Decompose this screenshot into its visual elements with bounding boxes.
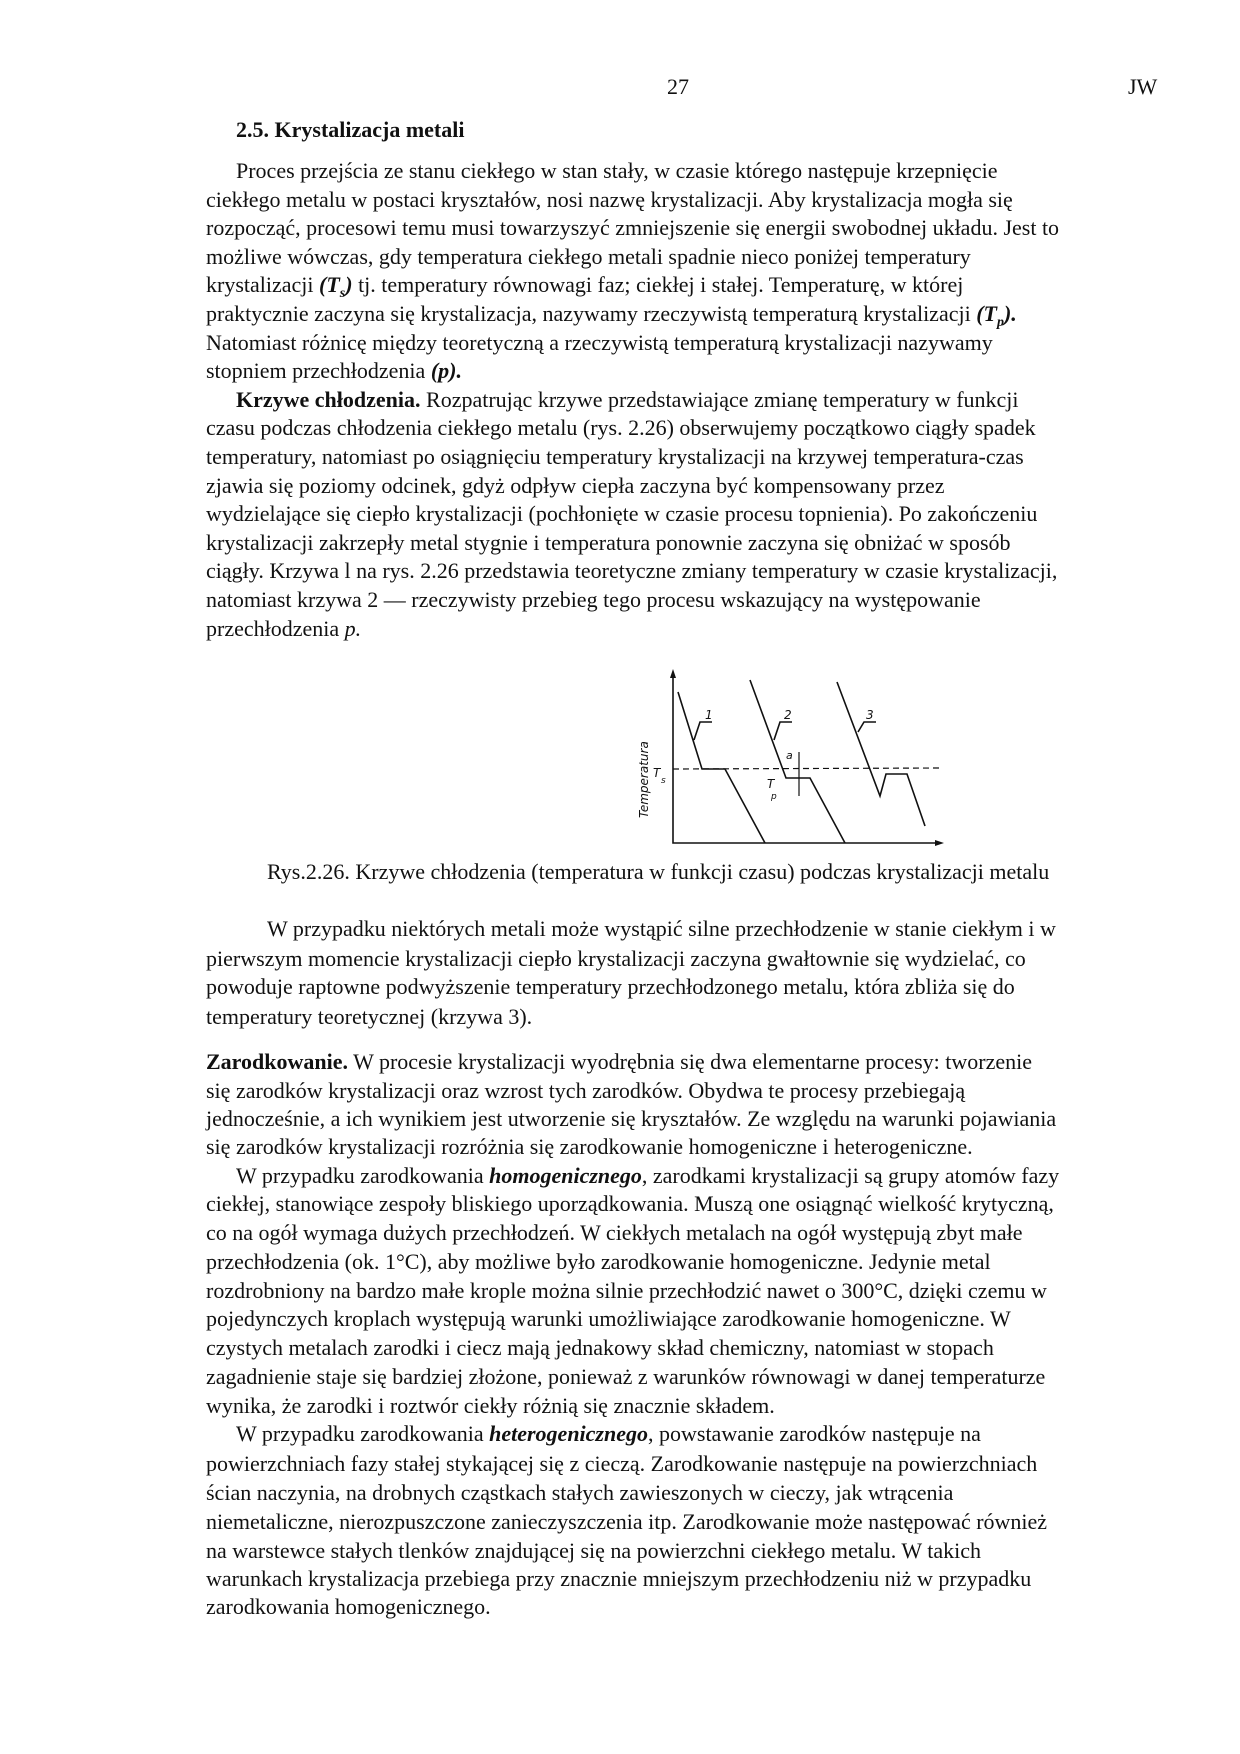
text-line: [206, 1450, 1037, 1478]
subheading-krzywe-chlodzenia: [236, 386, 1019, 414]
text-line: [206, 329, 993, 357]
text-line: [206, 1277, 1047, 1305]
text-run: ciekłej, stanowiące zespoły bliskiego uporządkowania. Muszą one osiągnąć wielkość krytyczną,: [206, 1191, 1054, 1216]
text-run: tj. temperatury równowagi faz; ciekłej i stałej. Temperaturę, w której: [352, 272, 964, 298]
leader-3: [858, 722, 876, 732]
text-run: heterogenicznego: [489, 1421, 648, 1446]
text-line: [236, 157, 998, 185]
axis-label-temperatura: Temperatura: [637, 741, 651, 818]
text-run: praktycznie zaczyna się krystalizacja, nazywamy rzeczywistą temperaturą krystalizacji: [206, 301, 977, 326]
text-line: [206, 529, 1011, 557]
text-run: pojedynczych kroplach występują warunki umożliwiające zarodkowanie homogeniczne. W: [206, 1306, 1011, 1331]
curve-3-label: 3: [866, 708, 874, 722]
text-line: [206, 1003, 532, 1031]
text-run: przechłodzenia: [206, 615, 345, 641]
page-number: 27: [667, 74, 689, 99]
text-run: na warstewce stałych tlenków znajdującej się na powierzchni ciekłego metalu. W takich: [206, 1538, 981, 1563]
text-line: [206, 1248, 991, 1276]
curve-1: [678, 692, 765, 843]
section-title: 2.5. Krystalizacja metali: [236, 117, 465, 142]
text-line: [206, 1133, 973, 1161]
text-run: czasu podczas chłodzenia ciekłego metalu (rys. 2.26) obserwujemy początkowo ciągły spadek: [206, 415, 1036, 441]
text-line: [206, 271, 964, 302]
subheading-zarodkowanie: [206, 1048, 1032, 1076]
text-run: wydzielające się ciepło krystalizacji (pochłonięte w czasie procesu topnienia). Po zakończeniu: [206, 501, 1038, 527]
header-initials: JW: [1128, 74, 1158, 99]
text-run: ciągły. Krzywa l na rys. 2.26 przedstawia teoretyczne zmiany temperatury w czasie krystalizacji,: [206, 558, 1058, 584]
text-run: p.: [344, 615, 362, 641]
text-line: [206, 300, 1017, 328]
text-line: [206, 1105, 1056, 1133]
tp-sub-label: p: [771, 792, 777, 802]
figure-axes: [673, 675, 938, 843]
undercooling-label: a: [786, 749, 793, 762]
text-line: [206, 1479, 953, 1507]
text-line: [206, 357, 462, 385]
leader-2: [774, 722, 792, 740]
text-run: W przypadku niektórych metali może wystąpić silne przechłodzenie w stanie ciekłym i w: [267, 916, 1056, 941]
text-line: [206, 1334, 994, 1362]
text-run: (p).: [430, 358, 462, 384]
text-run: rozpocząć, procesowi temu musi towarzyszyć zmniejszenie się energii swobodnej układu. Jest to: [206, 215, 1060, 241]
text-line: [206, 443, 1024, 471]
text-run: zjawia się poziomy odcinek, gdyż odpływ ciepła zaczyna być kompensowany przez: [206, 472, 945, 498]
text-run: , zarodkami krystalizacji są grupy atomów fazy: [641, 1163, 1060, 1188]
text-line: [206, 1305, 1011, 1333]
text-line: [206, 1219, 1023, 1247]
text-run: p: [996, 315, 1004, 330]
text-line: [206, 500, 1037, 528]
text-run: stopniem przechłodzenia: [206, 358, 431, 384]
text-run: ).: [1003, 301, 1017, 326]
text-run: homogenicznego: [489, 1163, 642, 1188]
ts-sub-label: s: [661, 776, 666, 786]
text-run: Natomiast różnicę między teoretyczną a rzeczywistą temperaturą krystalizacji nazywamy: [206, 329, 993, 355]
tp-label: T: [767, 777, 775, 791]
text-line: [267, 915, 1056, 943]
curve-2-label: 2: [784, 708, 792, 722]
text-run: ścian naczynia, na drobnych cząstkach stałych zawieszonych w cieczy, jak wtrącenia: [206, 1480, 954, 1505]
text-run: Rys.2.26. Krzywe chłodzenia (temperatura w funkcji czasu) podczas krystalizacji metalu: [267, 859, 1050, 884]
leader-1: [694, 722, 712, 740]
text-line: [206, 472, 945, 500]
text-run: przechłodzenia (ok. 1°C), aby możliwe było zarodkowanie homogeniczne. Jedynie metal: [206, 1249, 991, 1274]
text-run: rozdrobniony na bardzo małe krople można silnie przechłodzić nawet o 300°C, dzięki czemu w: [206, 1278, 1047, 1303]
text-run: pierwszym momencie krystalizacji ciepło krystalizacji zaczyna gwałtownie się wydzielać, co: [206, 946, 1026, 971]
text-run: temperatury, natomiast po osiągnięciu temperatury krystalizacji na krzywej temperatura-czas: [206, 444, 1024, 469]
text-line: [206, 1593, 491, 1621]
text-line: [206, 186, 1013, 214]
ts-label: T: [653, 766, 661, 780]
text-line: [206, 1363, 1045, 1391]
text-run: jednocześnie, a ich wynikiem jest utworzenie się kryształów. Ze względu na warunki pojawiania: [206, 1106, 1057, 1131]
text-run: możliwe wówczas, gdy temperatura ciekłego metali spadnie nieco poniżej temperatury: [206, 243, 971, 269]
text-run: ): [345, 272, 353, 298]
curve-3: [837, 682, 925, 826]
text-line: [236, 1162, 1059, 1190]
text-line: [206, 243, 971, 271]
text-run: Rozpatrując krzywe przedstawiające zmianę temperatury w funkcji: [420, 386, 1019, 412]
cooling-curves-figure: [620, 650, 960, 870]
text-line: [236, 1420, 981, 1448]
x-axis-arrow-icon: [935, 840, 944, 846]
text-line: [206, 1565, 1031, 1593]
text-line: [206, 414, 1036, 442]
text-run: warunkach krystalizacja przebiega przy znacznie mniejszym przechłodzeniu niż w przypadku: [206, 1566, 1032, 1591]
y-axis-arrow-icon: [670, 669, 676, 678]
text-line: [206, 557, 1057, 585]
text-run: krystalizacji: [206, 272, 320, 298]
text-line: [206, 1190, 1054, 1218]
text-run: W przypadku zarodkowania: [236, 1421, 490, 1446]
text-run: niemetaliczne, nierozpuszczone zanieczyszczenia itp. Zarodkowanie może następować również: [206, 1509, 1048, 1534]
text-line: [206, 1508, 1047, 1536]
text-run: powoduje raptowne podwyższenie temperatury przechłodzonego metalu, która zbliża się do: [206, 974, 1015, 999]
text-run: zarodkowania homogenicznego.: [206, 1594, 491, 1619]
text-run: czystych metalach zarodki i ciecz mają jednakowy skład chemiczny, natomiast w stopach: [206, 1335, 994, 1360]
text-line: [206, 586, 981, 614]
text-run: natomiast krzywa 2 — rzeczywisty przebieg tego procesu wskazujący na występowanie: [206, 587, 981, 612]
text-line: [206, 945, 1026, 973]
text-run: , powstawanie zarodków następuje na: [648, 1421, 981, 1446]
text-run: (T: [976, 301, 997, 326]
text-run: s: [339, 286, 346, 302]
text-run: się zarodków krystalizacji rozróżnia się zarodkowanie homogeniczne i heterogeniczne.: [206, 1134, 973, 1159]
text-line: [206, 973, 1015, 1001]
text-run: co na ogół wymaga dużych przechłodzeń. W ciekłych metalach na ogół występują zbyt małe: [206, 1220, 1023, 1245]
text-run: krystalizacji zakrzepły metal stygnie i temperatura ponownie zaczyna się obniżać w sposób: [206, 529, 1011, 555]
text-run: Krzywe chłodzenia.: [236, 386, 421, 412]
curve-2: [750, 680, 845, 843]
text-run: zagadnienie staje się bardziej złożone, ponieważ z warunków równowagi w danej temperaturze: [206, 1364, 1046, 1389]
text-line: [206, 1392, 775, 1420]
text-run: W przypadku zarodkowania: [236, 1163, 490, 1188]
text-line: [206, 1077, 965, 1105]
curve-1-label: 1: [705, 708, 713, 722]
text-run: wynika, że zarodki i roztwór ciekły różnią się znacznie składem.: [206, 1393, 775, 1418]
text-run: Proces przejścia ze stanu ciekłego w stan stały, w czasie którego następuje krzepnięcie: [236, 158, 998, 183]
text-line: [206, 615, 361, 643]
text-run: ciekłego metalu w postaci kryształów, nosi nazwę krystalizacji. Aby krystalizacja mogła się: [206, 186, 1013, 212]
text-run: się zarodków krystalizacji oraz wzrost tych zarodków. Obydwa te procesy przebiegają: [206, 1078, 966, 1103]
text-run: powierzchniach fazy stałej stykającej się z cieczą. Zarodkowanie następuje na powierzchniach: [206, 1451, 1038, 1476]
text-run: W procesie krystalizacji wyodrębnia się dwa elementarne procesy: tworzenie: [348, 1049, 1032, 1074]
text-line: [206, 214, 1059, 242]
text-run: (T: [319, 272, 340, 298]
text-run: temperatury teoretycznej (krzywa 3).: [206, 1004, 533, 1029]
text-run: Zarodkowanie.: [206, 1049, 349, 1074]
text-line: [206, 1537, 981, 1565]
